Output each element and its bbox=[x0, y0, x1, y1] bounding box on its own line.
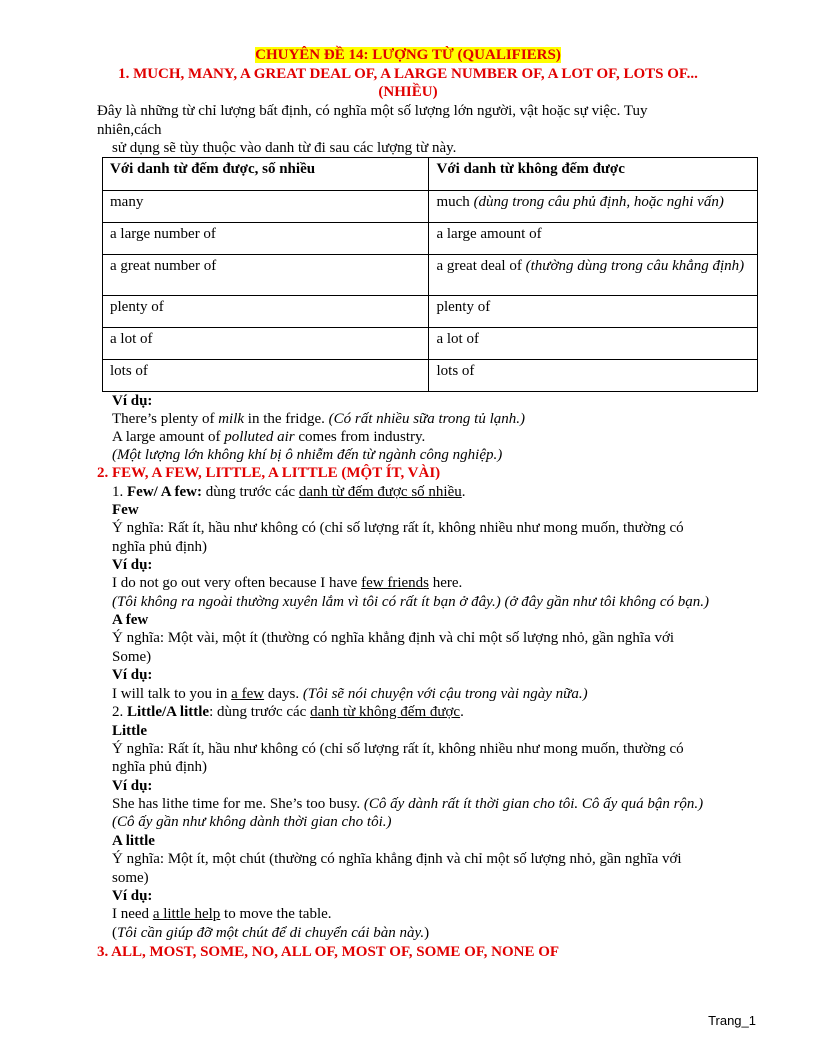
subheading-a-little: A little bbox=[112, 833, 155, 849]
example-label: Ví dụ: bbox=[112, 557, 153, 573]
example-translation bbox=[112, 924, 429, 942]
table-cell: lots of bbox=[429, 360, 758, 392]
cell-text: a great deal of bbox=[436, 258, 526, 274]
table-row bbox=[103, 360, 758, 392]
cell-note: (dùng trong câu phủ định, hoặc nghi vấn) bbox=[473, 194, 724, 210]
example-translation: (Một lượng lớn không khí bị ô nhiễm đến từ ngành công nghiệp.) bbox=[112, 447, 503, 463]
rule-few bbox=[112, 483, 466, 501]
table-cell: a large number of bbox=[103, 223, 429, 255]
meaning-line: nghĩa phủ định) bbox=[112, 759, 207, 775]
table-header-uncountable: Với danh từ không đếm được bbox=[429, 158, 758, 191]
example-label: Ví dụ: bbox=[112, 393, 153, 409]
example-sentence bbox=[112, 795, 703, 813]
example-sentence bbox=[112, 410, 525, 428]
translation-run: (Cô ấy dành rất ít thời gian cho tôi. Cô ấy quá bận rộn.) bbox=[363, 796, 704, 812]
text-run: 2. bbox=[112, 704, 127, 720]
translation-run: (Tôi sẽ nói chuyện với cậu trong vài ngày nữa.) bbox=[302, 686, 588, 702]
meaning-line: some) bbox=[112, 870, 149, 886]
section-1-intro-line-2: nhiên,cách bbox=[97, 122, 162, 138]
meaning-line: Ý nghĩa: Một ít, một chút (thường có nghĩa khẳng định và chỉ một số lượng nhỏ, gần nghĩa với bbox=[112, 851, 682, 867]
text-run: danh từ đếm được số nhiều bbox=[298, 484, 462, 500]
meaning-line: nghĩa phủ định) bbox=[112, 539, 207, 555]
table-cell: a lot of bbox=[103, 328, 429, 360]
text-run: Little/A little bbox=[127, 704, 210, 720]
text-run: few friends bbox=[361, 575, 429, 591]
section-3-heading: 3. ALL, MOST, SOME, NO, ALL OF, MOST OF, SOME OF, NONE OF bbox=[97, 944, 560, 960]
table-row bbox=[103, 191, 758, 223]
text-run: milk bbox=[218, 411, 245, 427]
table-cell: a great number of bbox=[103, 255, 429, 296]
text-run: polluted air bbox=[224, 429, 295, 445]
text-run: dùng trước các bbox=[201, 484, 299, 500]
title-block bbox=[0, 46, 816, 64]
table-cell: lots of bbox=[103, 360, 429, 392]
text-run: Few/ A few: bbox=[127, 484, 202, 500]
table-cell: a lot of bbox=[429, 328, 758, 360]
section-1-heading-line-1: 1. MUCH, MANY, A GREAT DEAL OF, A LARGE NUMBER OF, A LOT OF, LOTS OF... bbox=[118, 66, 698, 82]
text-run: I do not go out very often because I have bbox=[112, 575, 362, 591]
meaning-line: Ý nghĩa: Rất ít, hầu như không có (chỉ số lượng rất ít, không nhiều như mong muốn, thường có bbox=[112, 520, 684, 536]
section-2-heading: 2. FEW, A FEW, LITTLE, A LITTLE (MỘT ÍT, VÀI) bbox=[97, 465, 441, 481]
meaning-line: Ý nghĩa: Một vài, một ít (thường có nghĩa khẳng định và chỉ một số lượng nhỏ, gần nghĩa với bbox=[112, 630, 675, 646]
text-run: She has lithe time for me. She’s too busy. bbox=[112, 796, 364, 812]
text-run: There’s plenty of bbox=[112, 411, 219, 427]
example-translation: (Cô ấy gần như không dành thời gian cho tôi.) bbox=[112, 814, 392, 830]
subheading-a-few: A few bbox=[112, 612, 149, 628]
text-run: comes from industry. bbox=[294, 429, 426, 445]
table-cell: many bbox=[103, 191, 429, 223]
section-1-intro-line-3: sử dụng sẽ tùy thuộc vào danh từ đi sau các lượng từ này. bbox=[112, 140, 457, 156]
example-label: Ví dụ: bbox=[112, 888, 153, 904]
text-run: 1. bbox=[112, 484, 127, 500]
example-sentence bbox=[112, 685, 588, 703]
text-run: I will talk to you in bbox=[112, 686, 232, 702]
translation-run: Tôi cần giúp đỡ một chút để di chuyển cái bàn này. bbox=[117, 925, 425, 941]
rule-little bbox=[112, 703, 464, 721]
table-row bbox=[103, 328, 758, 360]
text-run: ( bbox=[112, 925, 117, 941]
subheading-few: Few bbox=[112, 502, 139, 518]
page-title: CHUYÊN ĐỀ 14: LƯỢNG TỪ (QUALIFIERS) bbox=[255, 47, 561, 63]
table-cell bbox=[429, 255, 758, 296]
translation-run: (Có rất nhiều sữa trong tủ lạnh.) bbox=[328, 411, 525, 427]
table-row bbox=[103, 223, 758, 255]
text-run: a few bbox=[231, 686, 265, 702]
cell-text: much bbox=[436, 194, 474, 210]
example-translation: (Tôi không ra ngoài thường xuyên lắm vì tôi có rất ít bạn ở đây.) (ở đây gần như tôi không có bạn.) bbox=[112, 594, 709, 610]
text-run: . bbox=[460, 704, 464, 720]
text-run: : dùng trước các bbox=[209, 704, 311, 720]
text-run: . bbox=[461, 484, 466, 500]
section-1-heading-line-2: (NHIỀU) bbox=[378, 84, 438, 100]
text-run: here. bbox=[428, 575, 463, 591]
table-cell: plenty of bbox=[429, 296, 758, 328]
table-header-row bbox=[103, 158, 758, 191]
text-run: ) bbox=[424, 925, 430, 941]
text-run: days. bbox=[264, 686, 303, 702]
text-run: A large amount of bbox=[112, 429, 225, 445]
subheading-little: Little bbox=[112, 723, 147, 739]
text-run: a little help bbox=[152, 906, 221, 922]
example-sentence bbox=[112, 905, 332, 923]
table-row bbox=[103, 255, 758, 296]
page-number: Trang_1 bbox=[708, 1013, 756, 1028]
section-1-intro-line-1: Đây là những từ chỉ lượng bất định, có nghĩa một số lượng lớn người, vật hoặc sự việc. Tuy bbox=[97, 103, 648, 119]
cell-note: (thường dùng trong câu khẳng định) bbox=[525, 258, 745, 274]
example-sentence bbox=[112, 574, 462, 592]
meaning-line: Ý nghĩa: Rất ít, hầu như không có (chỉ số lượng rất ít, không nhiều như mong muốn, thường có bbox=[112, 741, 684, 757]
example-sentence bbox=[112, 428, 425, 446]
table-row bbox=[103, 296, 758, 328]
example-label: Ví dụ: bbox=[112, 778, 153, 794]
text-run: I need bbox=[112, 906, 153, 922]
qualifier-table bbox=[102, 157, 758, 392]
table-cell: plenty of bbox=[103, 296, 429, 328]
example-label: Ví dụ: bbox=[112, 667, 153, 683]
meaning-line: Some) bbox=[112, 649, 152, 665]
table-cell bbox=[429, 191, 758, 223]
table-header-countable: Với danh từ đếm được, số nhiều bbox=[103, 158, 429, 191]
text-run: in the fridge. bbox=[244, 411, 329, 427]
table-cell: a large amount of bbox=[429, 223, 758, 255]
text-run: to move the table. bbox=[220, 906, 332, 922]
text-run: danh từ không đếm được bbox=[310, 704, 461, 720]
